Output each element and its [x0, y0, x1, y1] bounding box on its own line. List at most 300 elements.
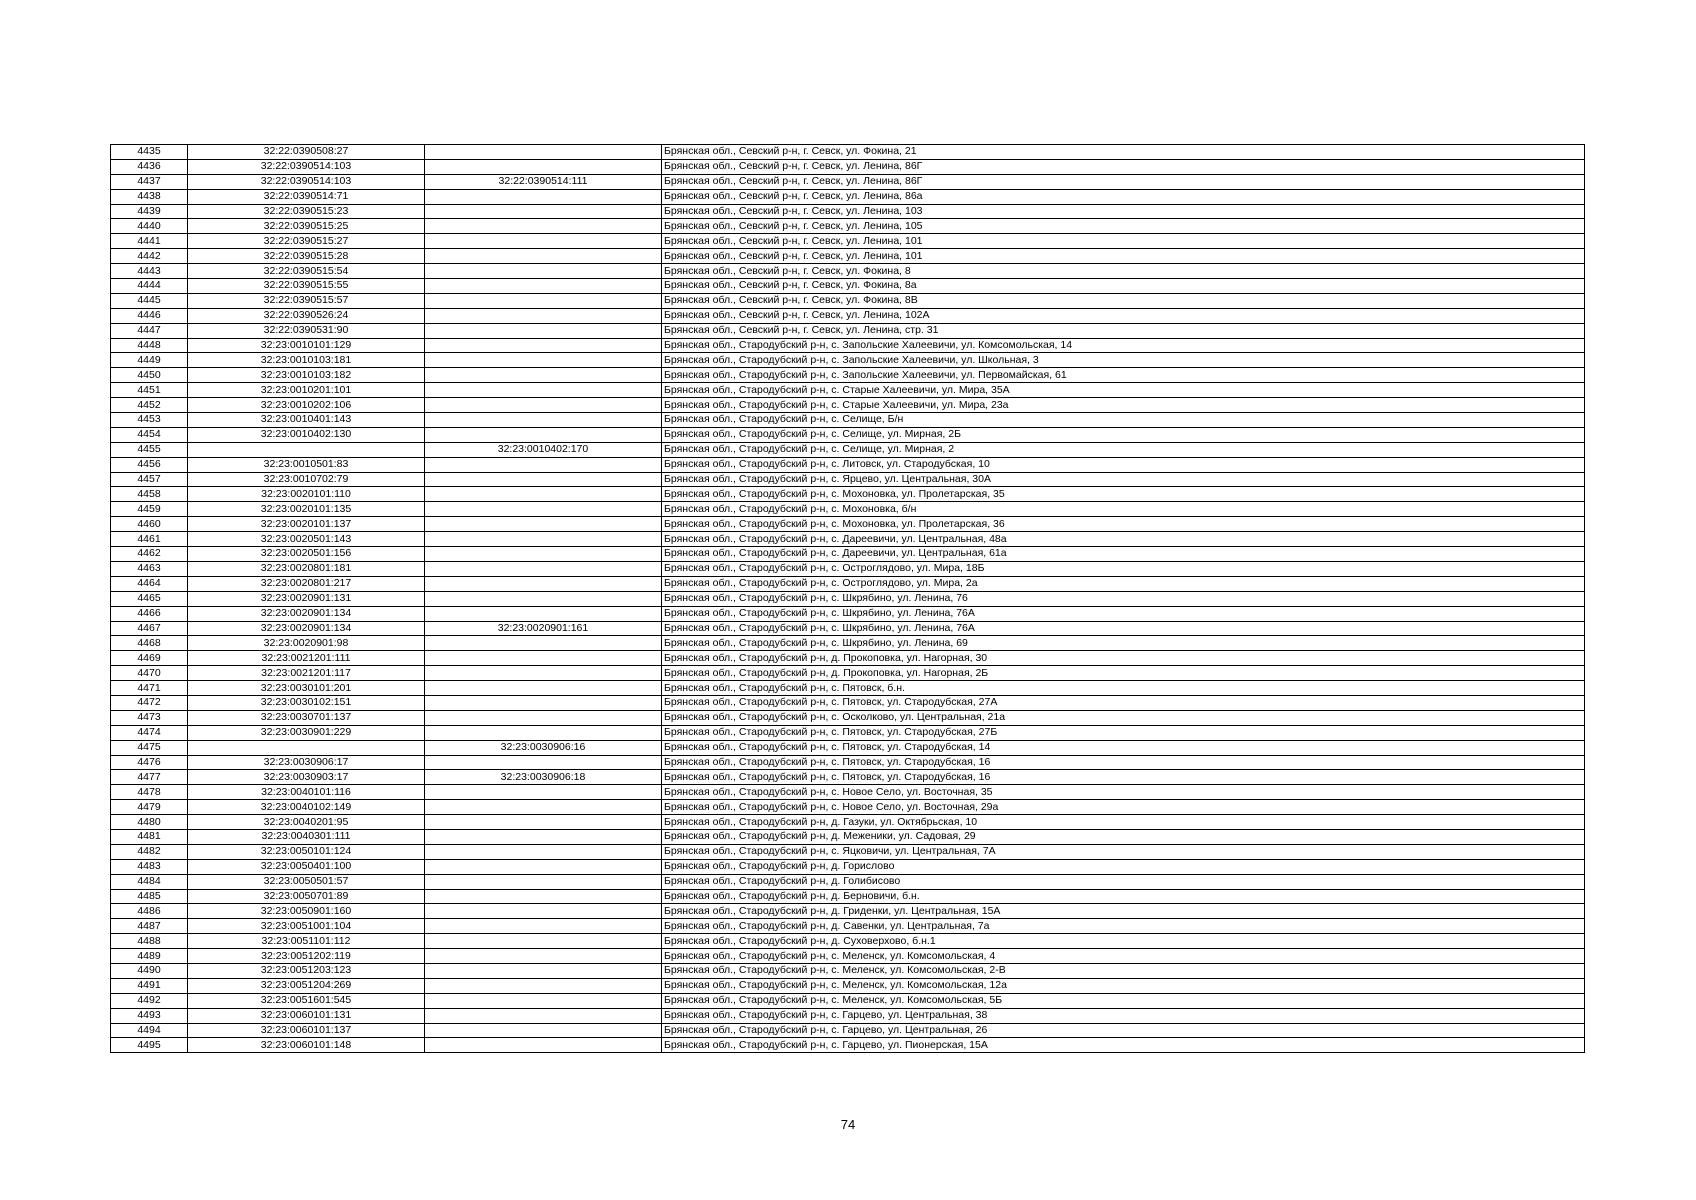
- address-cell: Брянская обл., Стародубский р-н, с. Шкрябино, ул. Ленина, 76А: [662, 606, 1585, 621]
- cadastral-number-cell: 32:23:0021201:117: [188, 666, 425, 681]
- cadastral-number-cell: 32:23:0020501:156: [188, 547, 425, 562]
- cadastral-number-cell: 32:22:0390515:57: [188, 293, 425, 308]
- cadastral-number-cell: 32:23:0060101:131: [188, 1008, 425, 1023]
- row-number-cell: 4449: [111, 353, 188, 368]
- address-cell: Брянская обл., Стародубский р-н, с. Шкрябино, ул. Ленина, 76: [662, 591, 1585, 606]
- table-row: [111, 547, 1585, 562]
- linked-cadastral-number-cell: [425, 993, 662, 1008]
- row-number-cell: 4469: [111, 651, 188, 666]
- cadastral-number-cell: 32:23:0020101:137: [188, 517, 425, 532]
- table-row: [111, 383, 1585, 398]
- cadastral-number-cell: 32:23:0050901:160: [188, 904, 425, 919]
- row-number-cell: 4478: [111, 785, 188, 800]
- cadastral-number-cell: 32:23:0030102:151: [188, 695, 425, 710]
- linked-cadastral-number-cell: [425, 547, 662, 562]
- row-number-cell: 4438: [111, 189, 188, 204]
- linked-cadastral-number-cell: [425, 978, 662, 993]
- linked-cadastral-number-cell: [425, 383, 662, 398]
- cadastral-number-cell: 32:22:0390515:23: [188, 204, 425, 219]
- row-number-cell: 4462: [111, 547, 188, 562]
- table-row: [111, 800, 1585, 815]
- address-cell: Брянская обл., Севский р-н, г. Севск, ул. Ленина, 102А: [662, 308, 1585, 323]
- cadastral-number-cell: 32:23:0010402:130: [188, 427, 425, 442]
- linked-cadastral-number-cell: [425, 934, 662, 949]
- table-row: [111, 606, 1585, 621]
- row-number-cell: 4485: [111, 889, 188, 904]
- row-number-cell: 4479: [111, 800, 188, 815]
- address-cell: Брянская обл., Стародубский р-н, с. Селище, Б/н: [662, 413, 1585, 428]
- linked-cadastral-number-cell: [425, 264, 662, 279]
- row-number-cell: 4453: [111, 413, 188, 428]
- address-cell: Брянская обл., Стародубский р-н, с. Меленск, ул. Комсомольская, 12а: [662, 978, 1585, 993]
- row-number-cell: 4468: [111, 636, 188, 651]
- cadastral-number-cell: 32:23:0051001:104: [188, 919, 425, 934]
- linked-cadastral-number-cell: [425, 219, 662, 234]
- address-cell: Брянская обл., Стародубский р-н, с. Пятовск, ул. Стародубская, 14: [662, 740, 1585, 755]
- linked-cadastral-number-cell: [425, 368, 662, 383]
- linked-cadastral-number-cell: [425, 666, 662, 681]
- table-row: [111, 949, 1585, 964]
- cadastral-number-cell: 32:23:0010103:182: [188, 368, 425, 383]
- row-number-cell: 4457: [111, 472, 188, 487]
- linked-cadastral-number-cell: [425, 710, 662, 725]
- address-cell: Брянская обл., Стародубский р-н, с. Пятовск, ул. Стародубская, 16: [662, 755, 1585, 770]
- cadastral-number-cell: 32:23:0010103:181: [188, 353, 425, 368]
- row-number-cell: 4455: [111, 442, 188, 457]
- table-row: [111, 1038, 1585, 1053]
- cadastral-number-cell: 32:23:0030101:201: [188, 681, 425, 696]
- table-row: [111, 815, 1585, 830]
- address-cell: Брянская обл., Севский р-н, г. Севск, ул. Ленина, 103: [662, 204, 1585, 219]
- linked-cadastral-number-cell: 32:23:0010402:170: [425, 442, 662, 457]
- cadastral-number-cell: 32:22:0390531:90: [188, 323, 425, 338]
- linked-cadastral-number-cell: [425, 159, 662, 174]
- row-number-cell: 4481: [111, 829, 188, 844]
- linked-cadastral-number-cell: [425, 532, 662, 547]
- row-number-cell: 4490: [111, 963, 188, 978]
- table-row: [111, 1008, 1585, 1023]
- table-row: [111, 502, 1585, 517]
- linked-cadastral-number-cell: [425, 472, 662, 487]
- table-row: [111, 785, 1585, 800]
- cadastral-number-cell: 32:23:0040101:116: [188, 785, 425, 800]
- linked-cadastral-number-cell: [425, 844, 662, 859]
- table-row: [111, 904, 1585, 919]
- row-number-cell: 4463: [111, 561, 188, 576]
- row-number-cell: 4437: [111, 174, 188, 189]
- linked-cadastral-number-cell: 32:22:0390514:111: [425, 174, 662, 189]
- cadastral-number-cell: 32:22:0390514:103: [188, 174, 425, 189]
- row-number-cell: 4452: [111, 398, 188, 413]
- linked-cadastral-number-cell: 32:23:0030906:18: [425, 770, 662, 785]
- cadastral-number-cell: 32:23:0050401:100: [188, 859, 425, 874]
- row-number-cell: 4493: [111, 1008, 188, 1023]
- address-cell: Брянская обл., Севский р-н, г. Севск, ул. Ленина, 101: [662, 234, 1585, 249]
- address-cell: Брянская обл., Стародубский р-н, с. Старые Халеевичи, ул. Мира, 35А: [662, 383, 1585, 398]
- cadastral-number-cell: 32:23:0010501:83: [188, 457, 425, 472]
- table-row: [111, 978, 1585, 993]
- address-cell: Брянская обл., Стародубский р-н, с. Запольские Халеевичи, ул. Первомайская, 61: [662, 368, 1585, 383]
- address-cell: Брянская обл., Стародубский р-н, с. Запольские Халеевичи, ул. Школьная, 3: [662, 353, 1585, 368]
- cadastral-number-cell: 32:22:0390515:25: [188, 219, 425, 234]
- row-number-cell: 4436: [111, 159, 188, 174]
- address-cell: Брянская обл., Стародубский р-н, д. Голибисово: [662, 874, 1585, 889]
- linked-cadastral-number-cell: [425, 398, 662, 413]
- row-number-cell: 4470: [111, 666, 188, 681]
- row-number-cell: 4471: [111, 681, 188, 696]
- cadastral-number-cell: 32:22:0390514:103: [188, 159, 425, 174]
- row-number-cell: 4451: [111, 383, 188, 398]
- linked-cadastral-number-cell: [425, 427, 662, 442]
- cadastral-number-cell: 32:23:0030701:137: [188, 710, 425, 725]
- address-cell: Брянская обл., Стародубский р-н, с. Ярцево, ул. Центральная, 30А: [662, 472, 1585, 487]
- page-number: 74: [840, 1117, 856, 1132]
- row-number-cell: 4447: [111, 323, 188, 338]
- linked-cadastral-number-cell: [425, 651, 662, 666]
- cadastral-number-cell: 32:23:0050501:57: [188, 874, 425, 889]
- table-row: [111, 264, 1585, 279]
- row-number-cell: 4486: [111, 904, 188, 919]
- linked-cadastral-number-cell: [425, 695, 662, 710]
- cadastral-number-cell: 32:22:0390515:28: [188, 249, 425, 264]
- row-number-cell: 4492: [111, 993, 188, 1008]
- linked-cadastral-number-cell: [425, 234, 662, 249]
- cadastral-number-cell: 32:23:0020801:217: [188, 576, 425, 591]
- table-row: [111, 844, 1585, 859]
- table-row: [111, 725, 1585, 740]
- cadastral-number-cell: 32:23:0060101:148: [188, 1038, 425, 1053]
- address-cell: Брянская обл., Стародубский р-н, с. Гарцево, ул. Центральная, 38: [662, 1008, 1585, 1023]
- address-cell: Брянская обл., Стародубский р-н, д. Гриденки, ул. Центральная, 15А: [662, 904, 1585, 919]
- row-number-cell: 4464: [111, 576, 188, 591]
- address-cell: Брянская обл., Стародубский р-н, д. Берновичи, б.н.: [662, 889, 1585, 904]
- row-number-cell: 4459: [111, 502, 188, 517]
- address-cell: Брянская обл., Стародубский р-н, с. Дареевичи, ул. Центральная, 48а: [662, 532, 1585, 547]
- row-number-cell: 4474: [111, 725, 188, 740]
- address-cell: Брянская обл., Севский р-н, г. Севск, ул. Ленина, 105: [662, 219, 1585, 234]
- cadastral-number-cell: 32:23:0030906:17: [188, 755, 425, 770]
- linked-cadastral-number-cell: [425, 1023, 662, 1038]
- cadastral-number-cell: [188, 740, 425, 755]
- linked-cadastral-number-cell: [425, 353, 662, 368]
- linked-cadastral-number-cell: [425, 889, 662, 904]
- cadastral-number-cell: 32:23:0030903:17: [188, 770, 425, 785]
- linked-cadastral-number-cell: [425, 576, 662, 591]
- address-cell: Брянская обл., Стародубский р-н, д. Прокоповка, ул. Нагорная, 2Б: [662, 666, 1585, 681]
- address-cell: Брянская обл., Стародубский р-н, с. Гарцево, ул. Центральная, 26: [662, 1023, 1585, 1038]
- address-cell: Брянская обл., Стародубский р-н, с. Новое Село, ул. Восточная, 29а: [662, 800, 1585, 815]
- linked-cadastral-number-cell: [425, 249, 662, 264]
- cadastral-number-cell: 32:23:0050701:89: [188, 889, 425, 904]
- linked-cadastral-number-cell: [425, 919, 662, 934]
- table-row: [111, 666, 1585, 681]
- address-cell: Брянская обл., Севский р-н, г. Севск, ул. Фокина, 8а: [662, 279, 1585, 294]
- address-cell: Брянская обл., Стародубский р-н, с. Яцковичи, ул. Центральная, 7А: [662, 844, 1585, 859]
- table-row: [111, 427, 1585, 442]
- row-number-cell: 4484: [111, 874, 188, 889]
- table-row: [111, 323, 1585, 338]
- linked-cadastral-number-cell: [425, 1038, 662, 1053]
- address-cell: Брянская обл., Севский р-н, г. Севск, ул. Ленина, 86а: [662, 189, 1585, 204]
- table-row: [111, 695, 1585, 710]
- address-cell: Брянская обл., Стародубский р-н, с. Меленск, ул. Комсомольская, 5Б: [662, 993, 1585, 1008]
- cadastral-number-cell: 32:23:0040301:111: [188, 829, 425, 844]
- cadastral-number-cell: 32:23:0020901:98: [188, 636, 425, 651]
- linked-cadastral-number-cell: [425, 636, 662, 651]
- table-row: [111, 368, 1585, 383]
- table-row: [111, 189, 1585, 204]
- address-cell: Брянская обл., Стародубский р-н, с. Шкрябино, ул. Ленина, 69: [662, 636, 1585, 651]
- address-cell: Брянская обл., Стародубский р-н, с. Мохоновка, ул. Пролетарская, 35: [662, 487, 1585, 502]
- linked-cadastral-number-cell: [425, 204, 662, 219]
- linked-cadastral-number-cell: [425, 308, 662, 323]
- address-cell: Брянская обл., Стародубский р-н, с. Гарцево, ул. Пионерская, 15А: [662, 1038, 1585, 1053]
- address-cell: Брянская обл., Стародубский р-н, с. Пятовск, ул. Стародубская, 27А: [662, 695, 1585, 710]
- table-row: [111, 174, 1585, 189]
- row-number-cell: 4488: [111, 934, 188, 949]
- table-row: [111, 963, 1585, 978]
- row-number-cell: 4483: [111, 859, 188, 874]
- cadastral-number-cell: 32:23:0020101:110: [188, 487, 425, 502]
- table-row: [111, 591, 1585, 606]
- linked-cadastral-number-cell: [425, 963, 662, 978]
- address-cell: Брянская обл., Севский р-н, г. Севск, ул. Ленина, стр. 31: [662, 323, 1585, 338]
- address-cell: Брянская обл., Стародубский р-н, с. Литовск, ул. Стародубская, 10: [662, 457, 1585, 472]
- row-number-cell: 4466: [111, 606, 188, 621]
- linked-cadastral-number-cell: 32:23:0030906:16: [425, 740, 662, 755]
- cadastral-number-cell: 32:23:0051202:119: [188, 949, 425, 964]
- linked-cadastral-number-cell: [425, 561, 662, 576]
- table-row: [111, 457, 1585, 472]
- row-number-cell: 4435: [111, 145, 188, 160]
- row-number-cell: 4494: [111, 1023, 188, 1038]
- cadastral-number-cell: 32:22:0390526:24: [188, 308, 425, 323]
- row-number-cell: 4448: [111, 338, 188, 353]
- address-cell: Брянская обл., Стародубский р-н, с. Селище, ул. Мирная, 2Б: [662, 427, 1585, 442]
- row-number-cell: 4495: [111, 1038, 188, 1053]
- row-number-cell: 4458: [111, 487, 188, 502]
- table-row: [111, 159, 1585, 174]
- row-number-cell: 4475: [111, 740, 188, 755]
- cadastral-number-cell: [188, 442, 425, 457]
- row-number-cell: 4482: [111, 844, 188, 859]
- table-row: [111, 561, 1585, 576]
- linked-cadastral-number-cell: [425, 293, 662, 308]
- table-row: [111, 934, 1585, 949]
- cadastral-number-cell: 32:23:0030901:229: [188, 725, 425, 740]
- cadastral-number-cell: 32:23:0040102:149: [188, 800, 425, 815]
- table-row: [111, 1023, 1585, 1038]
- linked-cadastral-number-cell: [425, 859, 662, 874]
- cadastral-number-cell: 32:23:0040201:95: [188, 815, 425, 830]
- table-row: [111, 219, 1585, 234]
- table-row: [111, 338, 1585, 353]
- linked-cadastral-number-cell: [425, 457, 662, 472]
- row-number-cell: 4439: [111, 204, 188, 219]
- table-row: [111, 487, 1585, 502]
- cadastral-number-cell: 32:23:0020101:135: [188, 502, 425, 517]
- cadastral-number-cell: 32:23:0010401:143: [188, 413, 425, 428]
- address-cell: Брянская обл., Стародубский р-н, с. Дареевичи, ул. Центральная, 61а: [662, 547, 1585, 562]
- table-row: [111, 576, 1585, 591]
- linked-cadastral-number-cell: 32:23:0020901:161: [425, 621, 662, 636]
- address-cell: Брянская обл., Стародубский р-н, с. Шкрябино, ул. Ленина, 76А: [662, 621, 1585, 636]
- table-row: [111, 636, 1585, 651]
- table-row: [111, 234, 1585, 249]
- address-cell: Брянская обл., Стародубский р-н, с. Старые Халеевичи, ул. Мира, 23а: [662, 398, 1585, 413]
- table-row: [111, 755, 1585, 770]
- cadastral-number-cell: 32:23:0010702:79: [188, 472, 425, 487]
- row-number-cell: 4461: [111, 532, 188, 547]
- linked-cadastral-number-cell: [425, 904, 662, 919]
- linked-cadastral-number-cell: [425, 829, 662, 844]
- table-row: [111, 770, 1585, 785]
- table-row: [111, 398, 1585, 413]
- cadastral-number-cell: 32:23:0050101:124: [188, 844, 425, 859]
- linked-cadastral-number-cell: [425, 800, 662, 815]
- cadastral-number-cell: 32:23:0010201:101: [188, 383, 425, 398]
- linked-cadastral-number-cell: [425, 502, 662, 517]
- address-cell: Брянская обл., Стародубский р-н, с. Меленск, ул. Комсомольская, 2-В: [662, 963, 1585, 978]
- address-cell: Брянская обл., Севский р-н, г. Севск, ул. Фокина, 8: [662, 264, 1585, 279]
- address-cell: Брянская обл., Стародубский р-н, с. Пятовск, ул. Стародубская, 16: [662, 770, 1585, 785]
- linked-cadastral-number-cell: [425, 725, 662, 740]
- address-cell: Брянская обл., Стародубский р-н, с. Остроглядово, ул. Мира, 2а: [662, 576, 1585, 591]
- cadastral-number-cell: 32:23:0020901:134: [188, 621, 425, 636]
- row-number-cell: 4441: [111, 234, 188, 249]
- table-row: [111, 279, 1585, 294]
- table-row: [111, 859, 1585, 874]
- cadastral-number-cell: 32:23:0010202:106: [188, 398, 425, 413]
- address-cell: Брянская обл., Стародубский р-н, с. Новое Село, ул. Восточная, 35: [662, 785, 1585, 800]
- linked-cadastral-number-cell: [425, 874, 662, 889]
- address-cell: Брянская обл., Стародубский р-н, с. Меленск, ул. Комсомольская, 4: [662, 949, 1585, 964]
- linked-cadastral-number-cell: [425, 681, 662, 696]
- row-number-cell: 4440: [111, 219, 188, 234]
- table-row: [111, 308, 1585, 323]
- linked-cadastral-number-cell: [425, 145, 662, 160]
- row-number-cell: 4445: [111, 293, 188, 308]
- address-cell: Брянская обл., Стародубский р-н, с. Остроглядово, ул. Мира, 18Б: [662, 561, 1585, 576]
- row-number-cell: 4446: [111, 308, 188, 323]
- linked-cadastral-number-cell: [425, 815, 662, 830]
- table-row: [111, 681, 1585, 696]
- row-number-cell: 4473: [111, 710, 188, 725]
- row-number-cell: 4487: [111, 919, 188, 934]
- cadastral-number-cell: 32:23:0060101:137: [188, 1023, 425, 1038]
- row-number-cell: 4489: [111, 949, 188, 964]
- cadastral-number-cell: 32:22:0390515:55: [188, 279, 425, 294]
- cadastral-number-cell: 32:23:0051204:269: [188, 978, 425, 993]
- cadastral-number-cell: 32:22:0390515:27: [188, 234, 425, 249]
- cadastral-number-cell: 32:22:0390514:71: [188, 189, 425, 204]
- address-cell: Брянская обл., Стародубский р-н, с. Селище, ул. Мирная, 2: [662, 442, 1585, 457]
- row-number-cell: 4491: [111, 978, 188, 993]
- row-number-cell: 4456: [111, 457, 188, 472]
- table-row: [111, 874, 1585, 889]
- address-cell: Брянская обл., Стародубский р-н, д. Меженики, ул. Садовая, 29: [662, 829, 1585, 844]
- table-row: [111, 204, 1585, 219]
- table-row: [111, 532, 1585, 547]
- linked-cadastral-number-cell: [425, 517, 662, 532]
- row-number-cell: 4443: [111, 264, 188, 279]
- cadastral-number-cell: 32:22:0390508:27: [188, 145, 425, 160]
- table-row: [111, 472, 1585, 487]
- row-number-cell: 4480: [111, 815, 188, 830]
- table-row: [111, 993, 1585, 1008]
- table-row: [111, 145, 1585, 160]
- table-row: [111, 353, 1585, 368]
- address-cell: Брянская обл., Стародубский р-н, д. Савенки, ул. Центральная, 7а: [662, 919, 1585, 934]
- linked-cadastral-number-cell: [425, 1008, 662, 1023]
- address-cell: Брянская обл., Стародубский р-н, с. Пятовск, ул. Стародубская, 27Б: [662, 725, 1585, 740]
- address-cell: Брянская обл., Стародубский р-н, д. Суховерхово, б.н.1: [662, 934, 1585, 949]
- linked-cadastral-number-cell: [425, 323, 662, 338]
- address-cell: Брянская обл., Стародубский р-н, д. Газуки, ул. Октябрьская, 10: [662, 815, 1585, 830]
- address-cell: Брянская обл., Стародубский р-н, с. Пятовск, б.н.: [662, 681, 1585, 696]
- row-number-cell: 4444: [111, 279, 188, 294]
- address-cell: Брянская обл., Стародубский р-н, с. Мохоновка, ул. Пролетарская, 36: [662, 517, 1585, 532]
- cadastral-number-cell: 32:23:0051203:123: [188, 963, 425, 978]
- table-row: [111, 621, 1585, 636]
- linked-cadastral-number-cell: [425, 755, 662, 770]
- cadastral-number-cell: 32:23:0010101:129: [188, 338, 425, 353]
- linked-cadastral-number-cell: [425, 338, 662, 353]
- table-row: [111, 517, 1585, 532]
- row-number-cell: 4477: [111, 770, 188, 785]
- linked-cadastral-number-cell: [425, 189, 662, 204]
- cadastral-number-cell: 32:23:0021201:111: [188, 651, 425, 666]
- address-cell: Брянская обл., Стародубский р-н, д. Прокоповка, ул. Нагорная, 30: [662, 651, 1585, 666]
- address-cell: Брянская обл., Стародубский р-н, д. Горислово: [662, 859, 1585, 874]
- table-row: [111, 413, 1585, 428]
- address-cell: Брянская обл., Севский р-н, г. Севск, ул. Ленина, 86Г: [662, 159, 1585, 174]
- row-number-cell: 4460: [111, 517, 188, 532]
- linked-cadastral-number-cell: [425, 785, 662, 800]
- address-cell: Брянская обл., Стародубский р-н, с. Мохоновка, б/н: [662, 502, 1585, 517]
- linked-cadastral-number-cell: [425, 279, 662, 294]
- linked-cadastral-number-cell: [425, 413, 662, 428]
- table-body: [111, 145, 1585, 1053]
- row-number-cell: 4454: [111, 427, 188, 442]
- cadastral-number-cell: 32:23:0051101:112: [188, 934, 425, 949]
- linked-cadastral-number-cell: [425, 591, 662, 606]
- address-cell: Брянская обл., Севский р-н, г. Севск, ул. Фокина, 21: [662, 145, 1585, 160]
- address-cell: Брянская обл., Севский р-н, г. Севск, ул. Фокина, 8В: [662, 293, 1585, 308]
- table-row: [111, 293, 1585, 308]
- cadastral-number-cell: 32:23:0020901:131: [188, 591, 425, 606]
- table-row: [111, 740, 1585, 755]
- row-number-cell: 4442: [111, 249, 188, 264]
- cadastral-number-cell: 32:23:0051601:545: [188, 993, 425, 1008]
- data-table: [110, 144, 1585, 1053]
- address-cell: Брянская обл., Севский р-н, г. Севск, ул. Ленина, 86Г: [662, 174, 1585, 189]
- cadastral-number-cell: 32:23:0020801:181: [188, 561, 425, 576]
- row-number-cell: 4467: [111, 621, 188, 636]
- table-row: [111, 919, 1585, 934]
- table-row: [111, 249, 1585, 264]
- table-row: [111, 829, 1585, 844]
- linked-cadastral-number-cell: [425, 949, 662, 964]
- cadastral-number-cell: 32:23:0020501:143: [188, 532, 425, 547]
- table-row: [111, 710, 1585, 725]
- row-number-cell: 4472: [111, 695, 188, 710]
- cadastral-number-cell: 32:22:0390515:54: [188, 264, 425, 279]
- cadastral-number-cell: 32:23:0020901:134: [188, 606, 425, 621]
- row-number-cell: 4476: [111, 755, 188, 770]
- address-cell: Брянская обл., Стародубский р-н, с. Осколково, ул. Центральная, 21а: [662, 710, 1585, 725]
- address-cell: Брянская обл., Стародубский р-н, с. Запольские Халеевичи, ул. Комсомольская, 14: [662, 338, 1585, 353]
